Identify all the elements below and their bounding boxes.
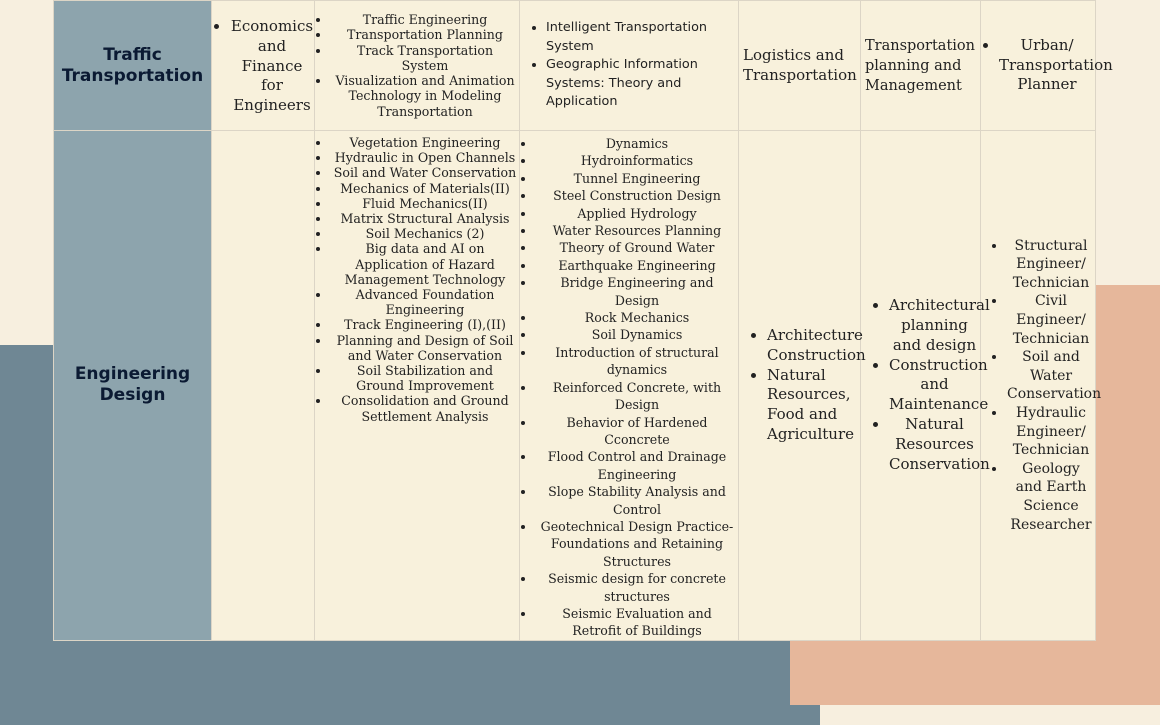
- list-item: • Flood Control and Drainage Engineering: [536, 448, 738, 483]
- list-item: • Geology and Earth Science Researcher: [1007, 460, 1095, 534]
- heading-line: Traffic: [103, 44, 162, 65]
- list-item: • Structural Engineer/ Technician: [1007, 237, 1095, 293]
- cell-courses-general: [212, 1, 315, 131]
- list-item: • Intelligent Transportation System: [546, 19, 738, 56]
- heading-line: Engineering: [74, 364, 191, 385]
- list-item: • Consolidation and Ground Settlement Analysis: [331, 393, 519, 423]
- list-item: • Dynamics: [536, 135, 738, 152]
- list-item: • Seismic design for concrete structures: [536, 570, 738, 605]
- list-item: • Advanced Foundation Engineering: [331, 287, 519, 317]
- cell-courses-advanced: [520, 1, 739, 131]
- cell-courses-general: [212, 131, 315, 641]
- list-item: • Natural Resources, Food and Agriculture: [767, 366, 860, 445]
- list-item: • Slope Stability Analysis and Control: [536, 483, 738, 518]
- list-item: • Soil Stabilization and Ground Improvement: [331, 363, 519, 393]
- list-item: • Architectural planning and design: [889, 296, 980, 355]
- list-item: • Behavior of Hardened Cconcrete: [536, 414, 738, 449]
- cell-field: [861, 131, 990, 641]
- list-item: • Transportation Planning: [331, 27, 519, 42]
- list-item: • Bridge Engineering and Design: [536, 274, 738, 309]
- list-item: • Tunnel Engineering: [536, 170, 738, 187]
- cell-field: Transportation planning and Management: [861, 1, 981, 131]
- row-heading: [54, 131, 212, 641]
- list-item: • Hydraulic Engineer/ Technician: [1007, 404, 1095, 460]
- list-item: • Steel Construction Design: [536, 187, 738, 204]
- list-item: • Water Resources Planning: [536, 222, 738, 239]
- list-item: • Reinforced Concrete, with Design: [536, 379, 738, 414]
- cell-industry: [739, 131, 866, 641]
- course-list: [315, 135, 519, 424]
- list-item: • Natural Resources Conservation: [889, 415, 980, 474]
- course-list: [520, 135, 738, 640]
- cell-courses-advanced: [520, 131, 739, 641]
- course-list: [520, 19, 738, 112]
- list-item: • Hydraulic in Open Channels: [331, 150, 519, 165]
- cell-industry: Logistics and Transportation: [739, 1, 861, 131]
- cell-careers: [981, 1, 1113, 131]
- cell-courses-core: [315, 131, 520, 641]
- list-item: • Theory of Ground Water: [536, 239, 738, 256]
- list-item: • Big data and AI on Application of Hazard Management Technology: [331, 241, 519, 287]
- course-list: [212, 17, 314, 116]
- list-item: • Introduction of structural dynamics: [536, 344, 738, 379]
- list-item: • Rock Mechanics: [536, 309, 738, 326]
- list-item: • Seismic Evaluation and Retrofit of Buildings: [536, 605, 738, 640]
- list-item: • Architecture Construction: [767, 326, 860, 366]
- heading-line: Transportation: [61, 65, 204, 86]
- course-list: [315, 12, 519, 118]
- list-item: • Civil Engineer/ Technician: [1007, 292, 1095, 348]
- industry-list: [739, 326, 866, 445]
- list-item: • Soil Dynamics: [536, 326, 738, 343]
- cell-courses-core: [315, 1, 520, 131]
- list-item: • Soil and Water Conservation: [331, 165, 519, 180]
- career-list: [981, 35, 1113, 95]
- list-item: • Soil Mechanics (2): [331, 226, 519, 241]
- row-heading: [54, 1, 212, 131]
- list-item: • Geographic Information Systems: Theory and Application: [546, 56, 738, 112]
- list-item: • Urban/ Transportation Planner: [999, 36, 1095, 95]
- list-item: • Traffic Engineering: [331, 12, 519, 27]
- list-item: • Applied Hydrology: [536, 205, 738, 222]
- list-item: • Geotechnical Design Practice-Foundations and Retaining Structures: [536, 518, 738, 570]
- list-item: • Soil and Water Conservation: [1007, 348, 1095, 404]
- table-row-traffic: [54, 1, 1096, 131]
- table-row-engineering: [54, 131, 1096, 641]
- field-list: [861, 296, 990, 474]
- list-item: • Fluid Mechanics(II): [331, 196, 519, 211]
- list-item: • Track Transportation System: [331, 43, 519, 73]
- list-item: • Construction and Maintenance: [889, 356, 980, 415]
- list-item: • Earthquake Engineering: [536, 257, 738, 274]
- list-item: • Matrix Structural Analysis: [331, 211, 519, 226]
- heading-line: Design: [99, 385, 166, 406]
- list-item: • Visualization and Animation Technology in Modeling Transportation: [331, 73, 519, 119]
- list-item: • Hydroinformatics: [536, 152, 738, 169]
- list-item: • Vegetation Engineering: [331, 135, 519, 150]
- list-item: • Economics and Finance for Engineers: [230, 17, 314, 116]
- cell-careers: [981, 131, 1102, 641]
- list-item: • Mechanics of Materials(II): [331, 181, 519, 196]
- list-item: • Planning and Design of Soil and Water Conservation: [331, 333, 519, 363]
- career-list: [981, 237, 1102, 535]
- career-table: [53, 0, 1113, 641]
- list-item: • Track Engineering (I),(II): [331, 317, 519, 332]
